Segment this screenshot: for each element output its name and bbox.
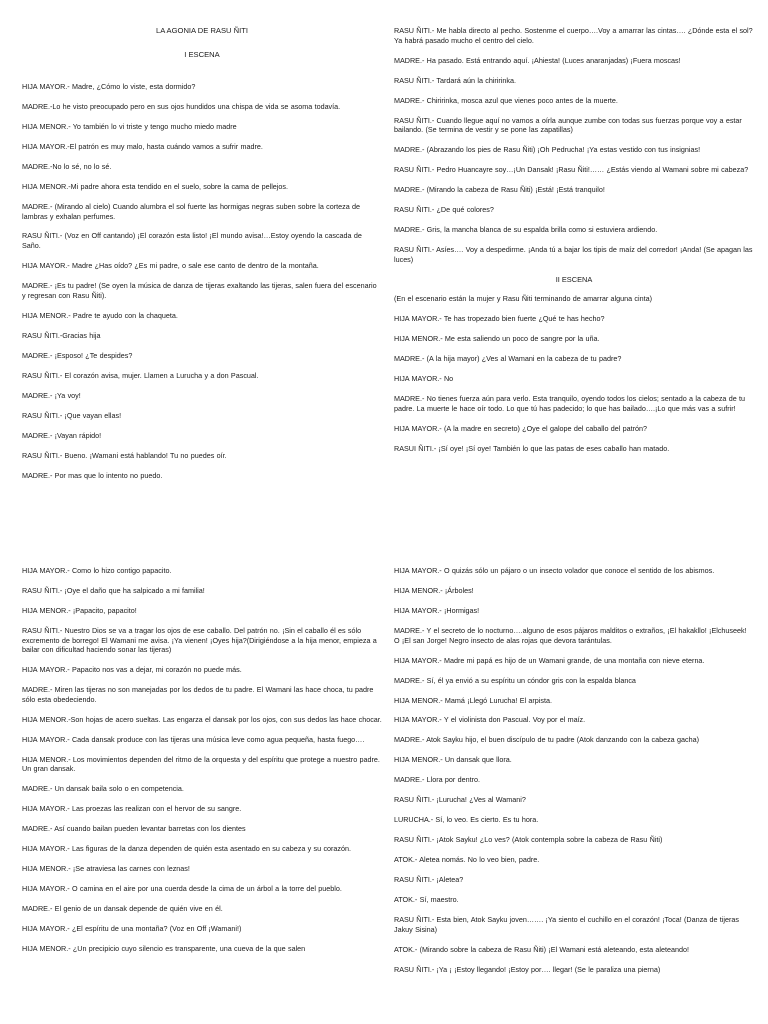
dialogue-line: MADRE.- Un dansak baila solo o en competencia. bbox=[22, 784, 184, 794]
dialogue-line: HIJA MAYOR.- ¡Hormigas! bbox=[394, 605, 480, 615]
page-4 bbox=[394, 566, 754, 1024]
dialogue-line: MADRE.- ¡Es tu padre! (Se oyen la música de danza de tijeras exaltando las tijeras, salen fuera del escenario y regresan con Rasu Ñiti). bbox=[22, 281, 377, 300]
dialogue-line: HIJA MAYOR.- ¿El espíritu de una montaña? (Voz en Off ¡Wamani!) bbox=[22, 924, 242, 934]
dialogue-line: MADRE.- Llora por dentro. bbox=[394, 775, 480, 785]
dialogue-line: HIJA MAYOR.- O camina en el aire por una cuerda desde la cima de un árbol a la torre del pueblo. bbox=[22, 884, 342, 894]
dialogue-line: MADRE.- (Abrazando los pies de Rasu Ñiti) ¡Oh Pedrucha! ¡Ya estas vestido con tus insignias! bbox=[394, 145, 701, 155]
dialogue-line: HIJA MAYOR.- Como lo hizo contigo papacito. bbox=[22, 566, 172, 575]
dialogue-line: MADRE.- Por mas que lo intento no puedo. bbox=[22, 470, 163, 480]
dialogue-line: HIJA MENOR.- ¡Se atraviesa las carnes con leznas! bbox=[22, 864, 190, 874]
dialogue-line: HIJA MAYOR.- Cada dansak produce con las tijeras una música leve como agua pequeña, hasta fuego…. bbox=[22, 734, 365, 744]
dialogue-list bbox=[22, 566, 382, 954]
dialogue-line: HIJA MAYOR.- Te has tropezado bien fuerte ¿Qué te has hecho? bbox=[394, 314, 605, 324]
dialogue-line: ATOK.- Sí, maestro. bbox=[394, 895, 459, 905]
dialogue-line: RASUI ÑITI.- ¡Sí oye! ¡Sí oye! También lo que las patas de eses caballo han matado. bbox=[394, 443, 670, 453]
dialogue-line: MADRE.- ¡Ya voy! bbox=[22, 390, 81, 400]
dialogue-line: MADRE.- El genio de un dansak depende de quién vive en él. bbox=[22, 904, 223, 914]
dialogue-line: HIJA MENOR.-Mi padre ahora esta tendido en el suelo, sobre la cama de pellejos. bbox=[22, 181, 288, 191]
dialogue-line: HIJA MENOR.- ¿Un precipicio cuyo silencio es transparente, una cueva de la que salen bbox=[22, 944, 306, 954]
dialogue-line: MADRE.- (Mirando al cielo) Cuando alumbra el sol fuerte las hormigas negras suben sobre la corteza de lambras y exhalan perfumes. bbox=[22, 201, 360, 221]
dialogue-line: HIJA MAYOR.- Las figuras de la danza dependen de quién esta asentado en su cabeza y su corazón. bbox=[22, 844, 352, 854]
dialogue-line: HIJA MAYOR.- No bbox=[394, 374, 454, 384]
dialogue-line: MADRE.- Chiririnka, mosca azul que vienes poco antes de la muerte. bbox=[394, 95, 618, 105]
dialogue-line: RASU ÑITI.- Bueno. ¡Wamani está hablando! Tu no puedes oír. bbox=[22, 450, 227, 460]
page-1 bbox=[22, 26, 382, 526]
dialogue-line: MADRE.- Sí, él ya envió a su espíritu un cóndor gris con la espalda blanca bbox=[394, 675, 636, 685]
dialogue-line: (En el escenario están la mujer y Rasu Ñiti terminando de amarrar alguna cinta) bbox=[394, 294, 652, 304]
dialogue-line: ATOK.- Aletea nomás. No lo veo bien, padre. bbox=[394, 855, 540, 865]
dialogue-line: MADRE.- Atok Sayku hijo, el buen discípulo de tu padre (Atok danzando con la cabeza gacha) bbox=[394, 735, 699, 745]
dialogue-line: RASU ÑITI.- Asíes…. Voy a despedirme. ¡Anda tú a bajar los tipis de maíz del corredor! ¡Anda! (Se apagan las luces) bbox=[394, 245, 753, 264]
dialogue-line: RASU ÑITI.- Me habla directo al pecho. Sostenme el cuerpo….Voy a amarrar las cintas…. ¿Dónde esta el sol? Ya habrá pasado mucho el centro del cielo. bbox=[394, 26, 753, 45]
dialogue-line: MADRE.- (Mirando la cabeza de Rasu Ñiti) ¡Está! ¡Está tranquilo! bbox=[394, 185, 605, 195]
dialogue-line: HIJA MENOR.- Me esta saliendo un poco de sangre por la uña. bbox=[394, 334, 600, 344]
dialogue-line: HIJA MAYOR.- Las proezas las realizan con el hervor de su sangre. bbox=[22, 804, 242, 814]
dialogue-line: RASU ÑITI.- ¡Atok Sayku! ¿Lo ves? (Atok contempla sobre la cabeza de Rasu Ñiti) bbox=[394, 835, 663, 845]
dialogue-line: MADRE.- Así cuando bailan pueden levantar barretas con los dientes bbox=[22, 824, 246, 834]
dialogue-line: HIJA MENOR.- Yo también lo vi triste y tengo mucho miedo madre bbox=[22, 121, 237, 131]
dialogue-line: HIJA MAYOR.- O quizás sólo un pájaro o un insecto volador que conoce el sentido de los abismos. bbox=[394, 566, 715, 575]
scene-heading: II ESCENA bbox=[555, 274, 593, 284]
dialogue-line: MADRE.- Gris, la mancha blanca de su espalda brilla como si estuviera ardiendo. bbox=[394, 225, 658, 235]
dialogue-line: LURUCHA.- Sí, lo veo. Es cierto. Es tu hora. bbox=[394, 815, 539, 825]
dialogue-line: RASU ÑITI.- Nuestro Dios se va a tragar los ojos de ese caballo. Del patrón no. ¡Sin el caballo él es sólo excremento de borrego! El Wamani me avisa. ¡Ya vienen! ¡Oyes hija?(Dirigiéndose a la hija menor, empieza a bailar con dificultad haciendo sonar las tijeras) bbox=[22, 625, 377, 655]
dialogue-line: HIJA MENOR.-Son hojas de acero sueltas. Las engarza el dansak por los ojos, con sus dedos las hace chocar. bbox=[22, 714, 382, 724]
dialogue-list bbox=[22, 82, 382, 480]
dialogue-line: MADRE.-No lo sé, no lo sé. bbox=[22, 161, 112, 171]
dialogue-line: RASU ÑITI.- Tardará aún la chiririnka. bbox=[394, 75, 516, 85]
dialogue-line: RASU ÑITI.- (Voz en Off cantando) ¡El corazón esta listo! ¡El mundo avisa!…Estoy oyendo la cascada de Saño. bbox=[22, 231, 362, 251]
dialogue-line: MADRE.- ¡Vayan rápido! bbox=[22, 430, 102, 440]
dialogue-line: MADRE.- No tienes fuerza aún para verlo. Esta tranquilo, oyendo todos los cielos; sentado a la cabeza de tu padre. La muerte le hace oír todo. Lo que tú has padecido; lo que has bailado….¡Lo que más vas a sufrir! bbox=[394, 394, 745, 413]
dialogue-line: RASU ÑITI.- Esta bien, Atok Sayku joven……. ¡Ya siento el cuchillo en el corazón! ¡Toca! (Danza de tijeras Jakuy Sisina) bbox=[394, 915, 739, 934]
dialogue-line: HIJA MAYOR.- (A la madre en secreto) ¿Oye el galope del caballo del patrón? bbox=[394, 423, 648, 433]
dialogue-line: HIJA MAYOR.- Y el violinista don Pascual. Voy por el maíz. bbox=[394, 715, 586, 725]
dialogue-line: HIJA MENOR.- Padre te ayudo con la chaqueta. bbox=[22, 310, 178, 320]
page-2 bbox=[394, 26, 754, 526]
dialogue-line: HIJA MAYOR.- Madre, ¿Cómo lo viste, esta dormido? bbox=[22, 82, 196, 91]
dialogue-line: ATOK.- (Mirando sobre la cabeza de Rasu Ñiti) ¡El Wamani está aleteando, esta aleteando! bbox=[394, 944, 690, 954]
play-title: LA AGONIA DE RASU ÑITI bbox=[156, 26, 248, 35]
dialogue-line: RASU ÑITI.- El corazón avisa, mujer. Llamen a Lurucha y a don Pascual. bbox=[22, 370, 259, 380]
dialogue-line: RASU ÑITI.- ¡Lurucha! ¿Ves al Wamani? bbox=[394, 795, 526, 805]
dialogue-line: RASU ÑITI.- ¡Oye el daño que ha salpicado a mi familia! bbox=[22, 585, 205, 595]
dialogue-line: RASU ÑITI.- ¿De qué colores? bbox=[394, 205, 494, 215]
dialogue-line: HIJA MENOR.- Los movimientos dependen del ritmo de la orquesta y del espíritu que protege a nuestro padre. Un gran dansak. bbox=[22, 754, 380, 774]
dialogue-line: HIJA MENOR.- ¡Papacito, papacito! bbox=[22, 605, 137, 615]
dialogue-line: MADRE.- Ha pasado. Está entrando aquí. ¡Ahiesta! (Luces anaranjadas) ¡Fuera moscas! bbox=[394, 55, 681, 65]
dialogue-line: RASU ÑITI.-Gracias hija bbox=[22, 330, 101, 340]
dialogue-line: MADRE.- Y el secreto de lo nocturno….alguno de esos pájaros malditos o extraños, ¡El hakakllo! ¡Elchuseek! O ¡El san Jorge! Negro insecto de alas rojas que devora tarántulas. bbox=[394, 625, 747, 645]
dialogue-line: HIJA MAYOR.- Papacito nos vas a dejar, mi corazón no puede más. bbox=[22, 665, 242, 675]
dialogue-list bbox=[394, 294, 754, 453]
dialogue-line: MADRE.-Lo he visto preocupado pero en sus ojos hundidos una chispa de vida se asoma todavía. bbox=[22, 101, 341, 111]
page-3 bbox=[22, 566, 382, 1024]
dialogue-line: MADRE.- ¡Esposo! ¿Te despides? bbox=[22, 350, 133, 360]
dialogue-line: MADRE.- Miren las tijeras no son manejadas por los dedos de tu padre. El Wamani las hace choca, tu padre sólo esta obedeciendo. bbox=[22, 685, 374, 704]
dialogue-line: HIJA MAYOR.-El patrón es muy malo, hasta cuándo vamos a sufrir madre. bbox=[22, 141, 263, 151]
dialogue-line: HIJA MAYOR.- Madre ¿Has oído? ¿Es mi padre, o sale ese canto de dentro de la montaña. bbox=[22, 261, 319, 271]
dialogue-line: HIJA MENOR.- Mamá ¡Llegó Lurucha! El arpista. bbox=[394, 695, 552, 705]
dialogue-line: RASU ÑITI.- Cuando llegue aquí no vamos a oírla aunque zumbe con todas sus fuerzas porque voy a estar bailando. (Se termina de vestir y se pone las zapatillas) bbox=[394, 115, 742, 135]
scene-heading: I ESCENA bbox=[184, 50, 220, 59]
dialogue-line: HIJA MAYOR.- Madre mi papá es hijo de un Wamani grande, de una montaña con nieve eterna. bbox=[394, 655, 705, 665]
dialogue-line: RASU ÑITI.- ¡Que vayan ellas! bbox=[22, 410, 122, 420]
dialogue-line: RASU ÑITI.- ¡Ya ¡ ¡Estoy llegando! ¡Estoy por…. llegar! (Se le paraliza una pierna) bbox=[394, 964, 661, 974]
dialogue-line: MADRE.- (A la hija mayor) ¿Ves al Wamani en la cabeza de tu padre? bbox=[394, 354, 622, 364]
dialogue-list bbox=[394, 26, 754, 264]
dialogue-list bbox=[394, 566, 754, 974]
dialogue-line: HIJA MENOR.- Un dansak que llora. bbox=[394, 755, 512, 765]
dialogue-line: RASU ÑITI.- ¡Aletea? bbox=[394, 875, 464, 885]
dialogue-line: RASU ÑITI.- Pedro Huancayre soy…¡Un Dansak! ¡Rasu Ñiti!…… ¿Estás viendo al Wamani sobre mi cabeza? bbox=[394, 165, 749, 175]
dialogue-line: HIJA MENOR.- ¡Árboles! bbox=[394, 585, 474, 595]
